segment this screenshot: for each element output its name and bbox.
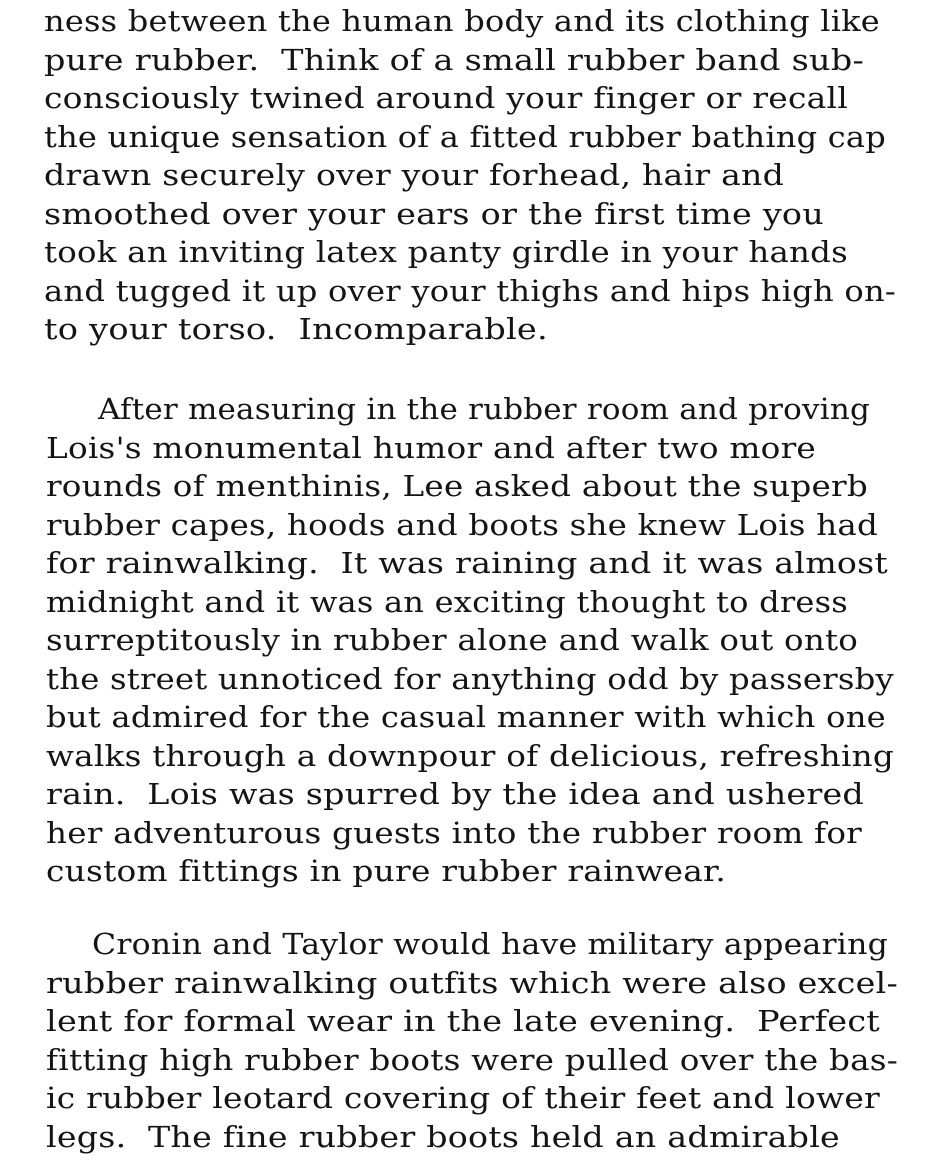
text-line: ness between the human body and its clothing like	[44, 4, 880, 38]
text-line: legs. The fine rubber boots held an admirable	[46, 1119, 840, 1154]
text-line: for rainwalking. It was raining and it was almost	[46, 546, 889, 580]
text-line: rain. Lois was spurred by the idea and ushered	[46, 777, 864, 811]
text-line: consciously twined around your finger or recall	[44, 81, 849, 115]
text-line: lent for formal wear in the late evening. Perfect	[46, 1004, 881, 1038]
text-line: midnight and it was an exciting thought to dress	[46, 584, 848, 619]
text-line: walks through a downpour of delicious, refreshing	[46, 738, 895, 773]
text-line: rounds of menthinis, Lee asked about the superb	[46, 469, 868, 503]
text-line: and tugged it up over your thighs and hips high on-	[44, 273, 896, 308]
text-line: surreptitously in rubber alone and walk out onto	[46, 623, 858, 657]
text-line: custom fittings in pure rubber rainwear.	[46, 854, 727, 888]
text-line: the unique sensation of a fitted rubber bathing cap	[44, 119, 886, 154]
text-line: fitting high rubber boots were pulled over the bas-	[46, 1042, 898, 1077]
text-line: Cronin and Taylor would have military appearing	[92, 927, 888, 961]
text-line: Lois's monumental humor and after two more	[46, 430, 817, 465]
text-line: pure rubber. Think of a small rubber band sub-	[44, 42, 865, 77]
text-line: ic rubber leotard covering of their feet and lower	[46, 1081, 880, 1115]
text-line: her adventurous guests into the rubber room for	[46, 815, 862, 850]
text-line: rubber capes, hoods and boots she knew Lois had	[46, 507, 878, 542]
text-line: to your torso. Incomparable.	[44, 312, 548, 346]
text-line: smoothed over your ears or the first time you	[44, 196, 824, 231]
text-line: After measuring in the rubber room and proving	[98, 392, 871, 426]
text-line: drawn securely over your forhead, hair and	[44, 158, 784, 192]
text-line: rubber rainwalking outfits which were also excel-	[46, 965, 898, 1000]
text-line: but admired for the casual manner with which one	[46, 700, 886, 734]
text-line: took an inviting latex panty girdle in your hands	[44, 235, 848, 269]
text-line: the street unnoticed for anything odd by passersby	[46, 661, 895, 696]
